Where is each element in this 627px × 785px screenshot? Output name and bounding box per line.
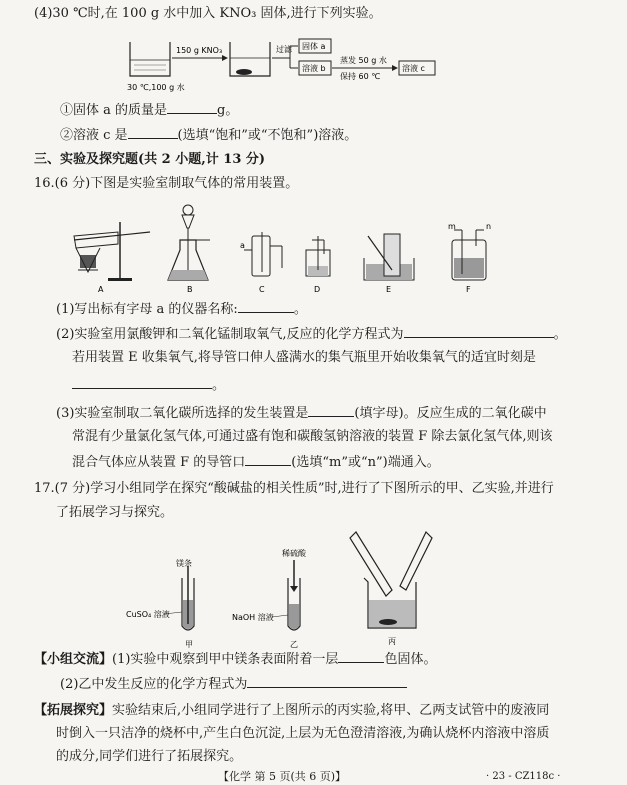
q16-p3-line2: 常混有少量氯化氢气体,可通过盛有饱和碳酸氢钠溶液的装置 F 除去氯化氢气体,则该 [72, 429, 553, 444]
filter-label: 过滤 [276, 45, 292, 54]
q16-p3-line3-tail: (选填“m”或“n”)端通入。 [291, 455, 440, 470]
solid-label: 固体 a [302, 42, 326, 51]
q17-stem: 17.(7 分)学习小组同学在探究“酸碱盐的相关性质”时,进行了下图所示的甲、乙实验,并进行 [34, 481, 554, 496]
q17-exchange-1 [34, 650, 436, 668]
q16-p3-tail: (填字母)。反应生成的二氧化碳中 [354, 406, 547, 421]
q16-p2-line3-tail: 。 [212, 378, 226, 393]
footer-page: 【化学 第 5 页(共 6 页)】 [218, 770, 347, 783]
q17-explore-3: 的成分,同学们进行了拓展探究。 [56, 749, 243, 764]
answer-blank[interactable] [247, 675, 407, 688]
q16-p1-tail: 。 [293, 302, 307, 317]
evap-label: 蒸发 50 g 水 [340, 56, 387, 65]
yi-label: 乙 [290, 640, 298, 649]
apparatus-label: A [98, 285, 104, 294]
naoh-label: NaOH 溶液 [232, 613, 274, 622]
exchange-head: 【小组交流】 [34, 652, 113, 667]
q16-p3-text: (3)实验室制取二氧化碳所选择的发生装置是 [56, 406, 309, 421]
mg-label: 镁条 [176, 559, 192, 568]
apparatus-label: E [386, 285, 392, 294]
q4-sub2-tail: (选填“饱和”或“不饱和”)溶液。 [177, 128, 358, 143]
q17-stem2: 了拓展学习与探究。 [56, 505, 174, 520]
jia-label: 甲 [185, 640, 193, 649]
q17-exchange-2 [60, 675, 407, 693]
apparatus-label: D [314, 285, 321, 294]
label-n: n [486, 222, 492, 231]
section-title: 三、实验及探究题(共 2 小题,计 13 分) [34, 152, 266, 167]
q17-explore-1 [34, 703, 549, 719]
result-label: 溶液 c [402, 64, 425, 73]
apparatus-label: B [187, 285, 193, 294]
answer-blank[interactable] [338, 650, 384, 663]
acid-label: 稀硫酸 [282, 549, 306, 558]
q16-p2-line2: 若用装置 E 收集氧气,将导管口伸人盛满水的集气瓶里开始收集氧气的适宜时刻是 [72, 350, 536, 365]
q16-p1-text: (1)写出标有字母 a 的仪器名称: [56, 302, 238, 317]
start-label: 30 ℃,100 g 水 [127, 83, 185, 92]
label-m: m [448, 222, 456, 231]
footer-code: · 23 - CZ118c · [486, 771, 561, 782]
apparatus-label: C [259, 285, 265, 294]
test-tube-yi-icon [288, 560, 300, 630]
bing-label: 丙 [388, 637, 396, 646]
q16-stem: 16.(6 分)下图是实验室制取气体的常用装置。 [34, 176, 299, 191]
beaker-bing-icon [350, 532, 432, 628]
exchange-2-text: (2)乙中发生反应的化学方程式为 [60, 677, 248, 692]
q16-p3-line3-text: 混合气体应从装置 F 的导管口 [72, 455, 246, 470]
exchange-1-tail: 色固体。 [384, 652, 437, 667]
exchange-1-text: (1)实验中观察到甲中镁条表面附着一层 [112, 652, 339, 667]
keep-label: 保持 60 ℃ [340, 72, 381, 81]
explore-head: 【拓展探究】 [34, 703, 113, 718]
add-label: 150 g KNO₃ [176, 46, 223, 55]
q4-sub1-text: ①固体 a 的质量是 [60, 103, 168, 118]
q16-p2-text: (2)实验室用氯酸钾和二氧化锰制取氧气,反应的化学方程式为 [56, 327, 404, 342]
q4-sub1-unit: g。 [217, 103, 239, 118]
cuso4-label: CuSO₄ 溶液 [126, 610, 170, 619]
q17-explore-2: 时倒入一只洁净的烧杯中,产生白色沉淀,上层为无色澄清溶液,为确认烧杯内溶液中溶质 [56, 726, 550, 741]
q4-stem: (4)30 ℃时,在 100 g 水中加入 KNO₃ 固体,进行下列实验。 [34, 6, 382, 21]
solution-label: 溶液 b [302, 64, 326, 73]
test-tube-jia-icon [182, 566, 194, 630]
explore-1-text: 实验结束后,小组同学进行了上图所示的丙实验,将甲、乙两支试管中的废液同 [112, 703, 550, 718]
q4-sub2-text: ②溶液 c 是 [60, 128, 128, 143]
label-a: a [240, 241, 245, 250]
apparatus-label: F [466, 285, 471, 294]
q16-p2-tail: 。 [553, 327, 567, 342]
